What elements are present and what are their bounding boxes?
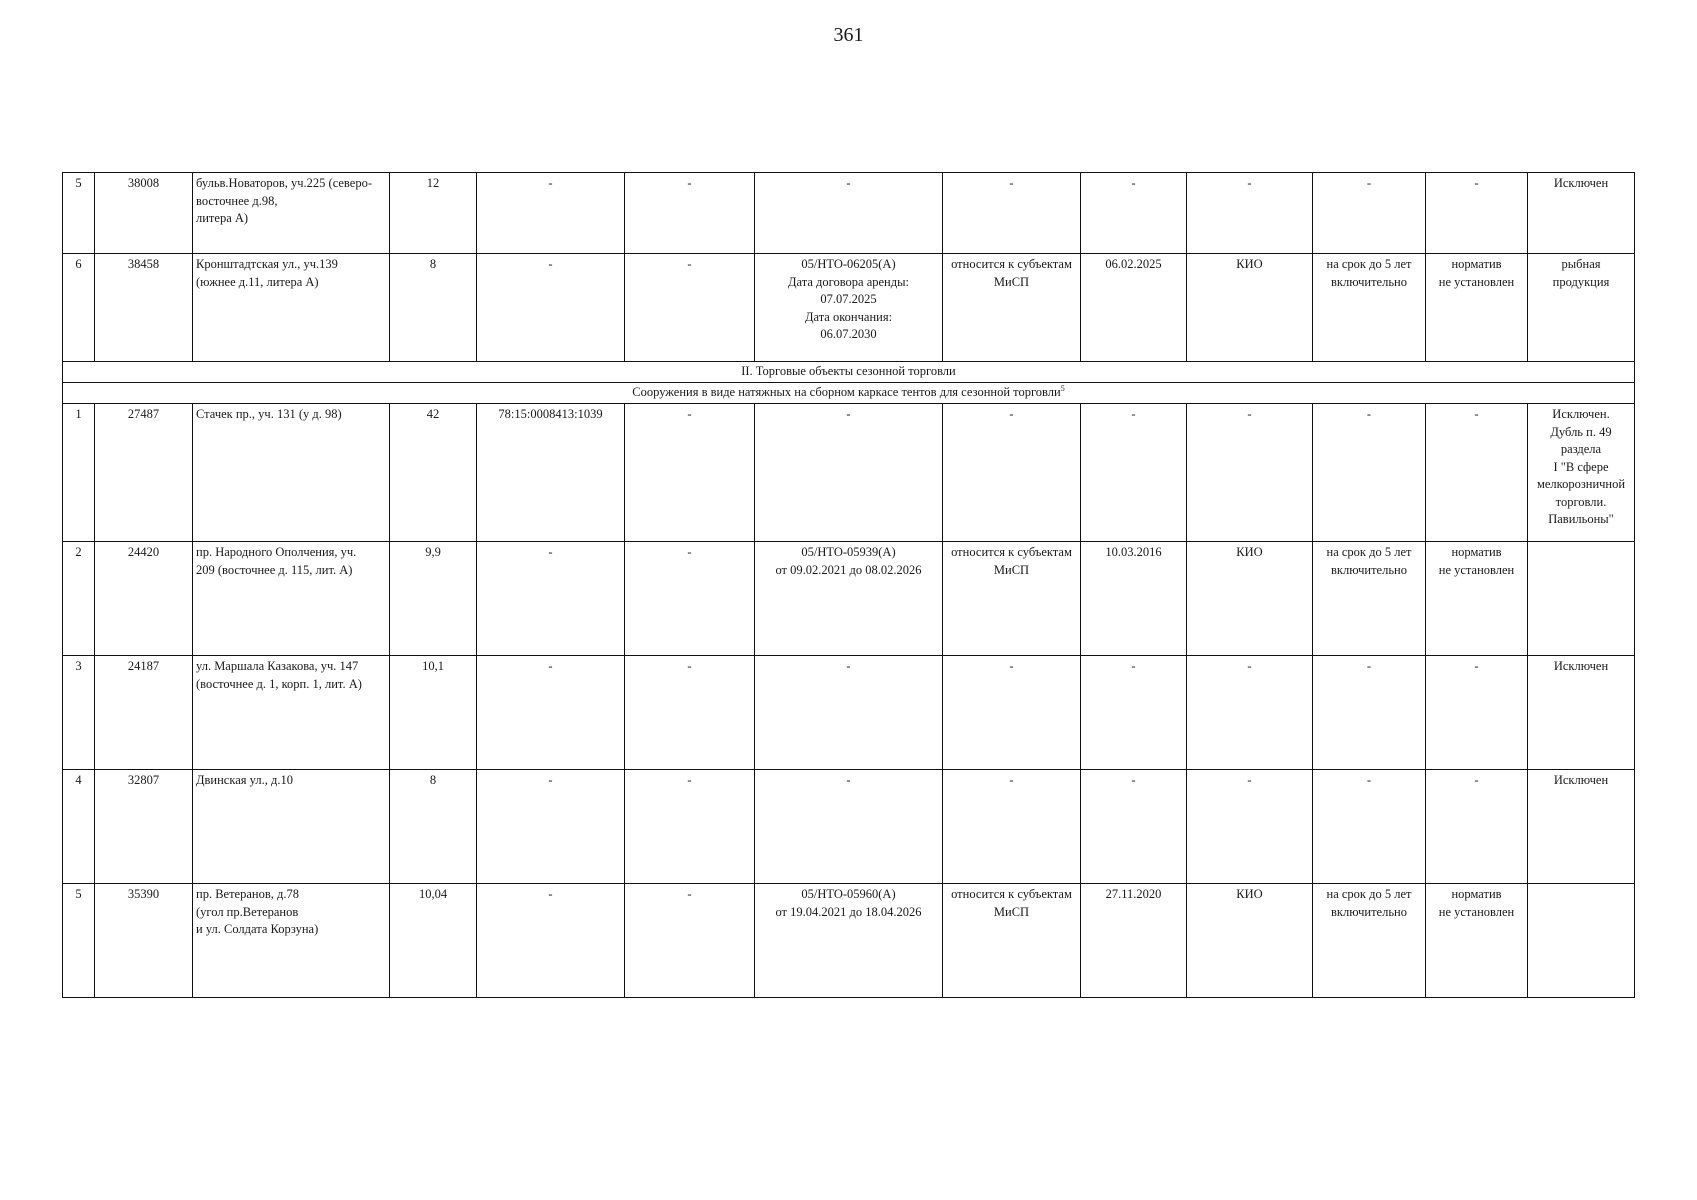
object-id-cell: 32807 xyxy=(95,770,193,884)
date-cell: - xyxy=(1081,173,1187,254)
object-id-cell: 24187 xyxy=(95,656,193,770)
organization-cell: - xyxy=(1187,173,1313,254)
subject-cell xyxy=(943,404,1081,542)
cell-line: Дата окончания: xyxy=(804,309,893,324)
column-6-cell: - xyxy=(625,254,755,362)
organization-cell: - xyxy=(1187,770,1313,884)
table-body-top xyxy=(63,173,1635,362)
column-6-cell: - xyxy=(625,542,755,656)
norm-cell xyxy=(1426,770,1528,884)
cell-line: включительно xyxy=(1331,904,1407,919)
cell-line: (восточнее д. 1, корп. 1, лит. А) xyxy=(196,676,362,691)
norm-cell xyxy=(1426,254,1528,362)
cell-line: - xyxy=(1474,407,1479,421)
row-number-cell: 2 xyxy=(63,542,95,656)
cell-line: (южнее д.11, литера А) xyxy=(196,274,319,289)
organization-cell: КИО xyxy=(1187,542,1313,656)
object-id-cell: 35390 xyxy=(95,884,193,998)
object-id-cell: 27487 xyxy=(95,404,193,542)
norm-cell xyxy=(1426,542,1528,656)
organization-cell: - xyxy=(1187,404,1313,542)
cell-line: МиСП xyxy=(993,904,1030,919)
cadastral-number-cell: - xyxy=(477,884,625,998)
note-cell xyxy=(1528,770,1635,884)
object-id-cell: 38008 xyxy=(95,173,193,254)
area-cell: 8 xyxy=(390,254,477,362)
cell-line: относится к субъектам xyxy=(951,257,1072,271)
subject-cell xyxy=(943,770,1081,884)
cell-line: (угол пр.Ветеранов xyxy=(196,904,299,919)
cell-line: 05/НТО-06205(А) xyxy=(801,257,896,271)
cell-line: - xyxy=(846,407,851,421)
cell-line: пр. Ветеранов, д.78 xyxy=(196,887,299,901)
organization-cell: - xyxy=(1187,656,1313,770)
cell-line: - xyxy=(1366,659,1372,673)
contract-cell xyxy=(755,656,943,770)
section-headers xyxy=(63,362,1635,404)
cadastral-number-cell: - xyxy=(477,542,625,656)
note-cell xyxy=(1528,404,1635,542)
cell-line: Стачек пр., уч. 131 (у д. 98) xyxy=(196,407,342,421)
date-cell: 10.03.2016 xyxy=(1081,542,1187,656)
table-row xyxy=(63,404,1635,542)
cell-line: - xyxy=(1474,659,1479,673)
cell-line: литера А) xyxy=(196,211,249,225)
cell-line: норматив xyxy=(1451,545,1502,559)
table-row xyxy=(63,770,1635,884)
norm-cell xyxy=(1426,404,1528,542)
cadastral-number-cell: - xyxy=(477,173,625,254)
date-cell: - xyxy=(1081,656,1187,770)
cell-line: относится к субъектам xyxy=(951,545,1072,559)
cell-line: 05/НТО-05939(А) xyxy=(801,545,896,559)
cell-line: включительно xyxy=(1331,274,1407,289)
cadastral-number-cell: - xyxy=(477,254,625,362)
note-cell xyxy=(1528,542,1635,656)
cell-line: включительно xyxy=(1331,562,1407,577)
subject-cell xyxy=(943,542,1081,656)
cell-line: рыбная xyxy=(1561,257,1601,271)
cell-line: от 09.02.2021 до 08.02.2026 xyxy=(775,562,922,577)
page-number: 361 xyxy=(833,24,864,46)
section-title: II. Торговые объекты сезонной торговли xyxy=(63,362,1635,383)
contract-cell xyxy=(755,173,943,254)
cell-line: - xyxy=(1366,773,1372,787)
row-number-cell: 5 xyxy=(63,884,95,998)
cell-line: - xyxy=(1366,176,1372,190)
table-row xyxy=(63,254,1635,362)
note-cell xyxy=(1528,173,1635,254)
subject-cell xyxy=(943,173,1081,254)
note-cell xyxy=(1528,254,1635,362)
date-cell: 06.02.2025 xyxy=(1081,254,1187,362)
cell-line: - xyxy=(1009,659,1014,673)
cell-line: пр. Народного Ополчения, уч. xyxy=(196,545,357,559)
term-cell xyxy=(1313,404,1426,542)
cell-line: Павильоны" xyxy=(1548,512,1614,526)
cell-line: МиСП xyxy=(993,274,1030,289)
address-cell xyxy=(193,656,390,770)
cell-line: на срок до 5 лет xyxy=(1326,257,1412,271)
subsection-title: Сооружения в виде натяжных на сборном каркасе тентов для сезонной торговли xyxy=(632,385,1061,399)
cell-line: - xyxy=(846,773,851,787)
row-number-cell: 3 xyxy=(63,656,95,770)
row-number-cell: 5 xyxy=(63,173,95,254)
cell-line: Исключен xyxy=(1553,659,1609,673)
cell-line: мелкорозничной xyxy=(1536,477,1626,491)
address-cell xyxy=(193,254,390,362)
cell-line: от 19.04.2021 до 18.04.2026 xyxy=(775,904,922,919)
cell-line: Исключен xyxy=(1553,773,1609,787)
cell-line: Двинская ул., д.10 xyxy=(196,773,293,787)
cell-line: на срок до 5 лет xyxy=(1326,887,1412,901)
norm-cell xyxy=(1426,656,1528,770)
column-6-cell: - xyxy=(625,656,755,770)
contract-cell xyxy=(755,404,943,542)
cell-line: раздела xyxy=(1560,442,1602,456)
cell-line: - xyxy=(846,176,851,190)
cell-line: Исключен. xyxy=(1552,407,1610,421)
object-id-cell: 24420 xyxy=(95,542,193,656)
cell-line: Дата договора аренды: xyxy=(788,274,909,289)
cell-line: Дубль п. 49 xyxy=(1550,424,1612,439)
column-6-cell: - xyxy=(625,884,755,998)
term-cell xyxy=(1313,173,1426,254)
area-cell: 42 xyxy=(390,404,477,542)
term-cell xyxy=(1313,770,1426,884)
section-row xyxy=(63,362,1635,383)
cell-line: - xyxy=(1009,773,1014,787)
contract-cell xyxy=(755,770,943,884)
cadastral-number-cell: 78:15:0008413:1039 xyxy=(477,404,625,542)
column-6-cell: - xyxy=(625,404,755,542)
cell-line: ул. Маршала Казакова, уч. 147 xyxy=(196,659,359,673)
cell-line: не установлен xyxy=(1438,562,1515,577)
cell-line: - xyxy=(1474,773,1479,787)
area-cell: 9,9 xyxy=(390,542,477,656)
term-cell xyxy=(1313,542,1426,656)
cell-line: - xyxy=(846,659,851,673)
area-cell: 10,04 xyxy=(390,884,477,998)
cell-line: торговли. xyxy=(1555,494,1607,509)
cell-line: - xyxy=(1366,407,1372,421)
norm-cell xyxy=(1426,173,1528,254)
cell-line: и ул. Солдата Корзуна) xyxy=(196,922,319,936)
area-cell: 12 xyxy=(390,173,477,254)
area-cell: 8 xyxy=(390,770,477,884)
norm-cell xyxy=(1426,884,1528,998)
term-cell xyxy=(1313,884,1426,998)
row-number-cell: 1 xyxy=(63,404,95,542)
term-cell xyxy=(1313,254,1426,362)
organization-cell: КИО xyxy=(1187,254,1313,362)
cell-line: продукция xyxy=(1552,274,1610,289)
note-cell xyxy=(1528,656,1635,770)
row-number-cell: 4 xyxy=(63,770,95,884)
cell-line: Кронштадтская ул., уч.139 xyxy=(196,257,338,271)
cell-line: норматив xyxy=(1451,257,1502,271)
cell-line: восточнее д.98, xyxy=(196,193,278,208)
table-body-bottom xyxy=(63,404,1635,998)
cell-line: I "В сфере xyxy=(1553,459,1609,474)
address-cell xyxy=(193,173,390,254)
cell-line: не установлен xyxy=(1438,274,1515,289)
subject-cell xyxy=(943,884,1081,998)
cell-line: МиСП xyxy=(993,562,1030,577)
cell-line: бульв.Новаторов, уч.225 (северо- xyxy=(196,176,372,190)
subsection-row xyxy=(63,383,1635,404)
address-cell xyxy=(193,404,390,542)
table-row xyxy=(63,656,1635,770)
cell-line: норматив xyxy=(1451,887,1502,901)
note-cell xyxy=(1528,884,1635,998)
cell-line: относится к субъектам xyxy=(951,887,1072,901)
cadastral-number-cell: - xyxy=(477,656,625,770)
cell-line: Исключен xyxy=(1553,176,1609,190)
cell-line: - xyxy=(1009,176,1014,190)
object-id-cell: 38458 xyxy=(95,254,193,362)
area-cell: 10,1 xyxy=(390,656,477,770)
subject-cell xyxy=(943,656,1081,770)
organization-cell: КИО xyxy=(1187,884,1313,998)
row-number-cell: 6 xyxy=(63,254,95,362)
contract-cell xyxy=(755,542,943,656)
table-row xyxy=(63,884,1635,998)
cell-line: 07.07.2025 xyxy=(820,292,877,306)
table-row xyxy=(63,173,1635,254)
address-cell xyxy=(193,542,390,656)
column-6-cell: - xyxy=(625,173,755,254)
date-cell: - xyxy=(1081,404,1187,542)
cadastral-number-cell: - xyxy=(477,770,625,884)
date-cell: 27.11.2020 xyxy=(1081,884,1187,998)
subsection-cell xyxy=(63,383,1635,404)
cell-line: 05/НТО-05960(А) xyxy=(801,887,896,901)
address-cell xyxy=(193,884,390,998)
address-cell xyxy=(193,770,390,884)
cell-line: - xyxy=(1009,407,1014,421)
term-cell xyxy=(1313,656,1426,770)
cell-line: 209 (восточнее д. 115, лит. А) xyxy=(196,562,353,577)
cell-line: 06.07.2030 xyxy=(820,327,877,341)
cell-line: - xyxy=(1474,176,1479,190)
cell-line: на срок до 5 лет xyxy=(1326,545,1412,559)
column-6-cell: - xyxy=(625,770,755,884)
contract-cell xyxy=(755,884,943,998)
footnote-marker: 5 xyxy=(1060,383,1065,393)
contract-cell xyxy=(755,254,943,362)
date-cell: - xyxy=(1081,770,1187,884)
subject-cell xyxy=(943,254,1081,362)
table-row xyxy=(63,542,1635,656)
register-table xyxy=(62,172,1635,998)
cell-line: не установлен xyxy=(1438,904,1515,919)
